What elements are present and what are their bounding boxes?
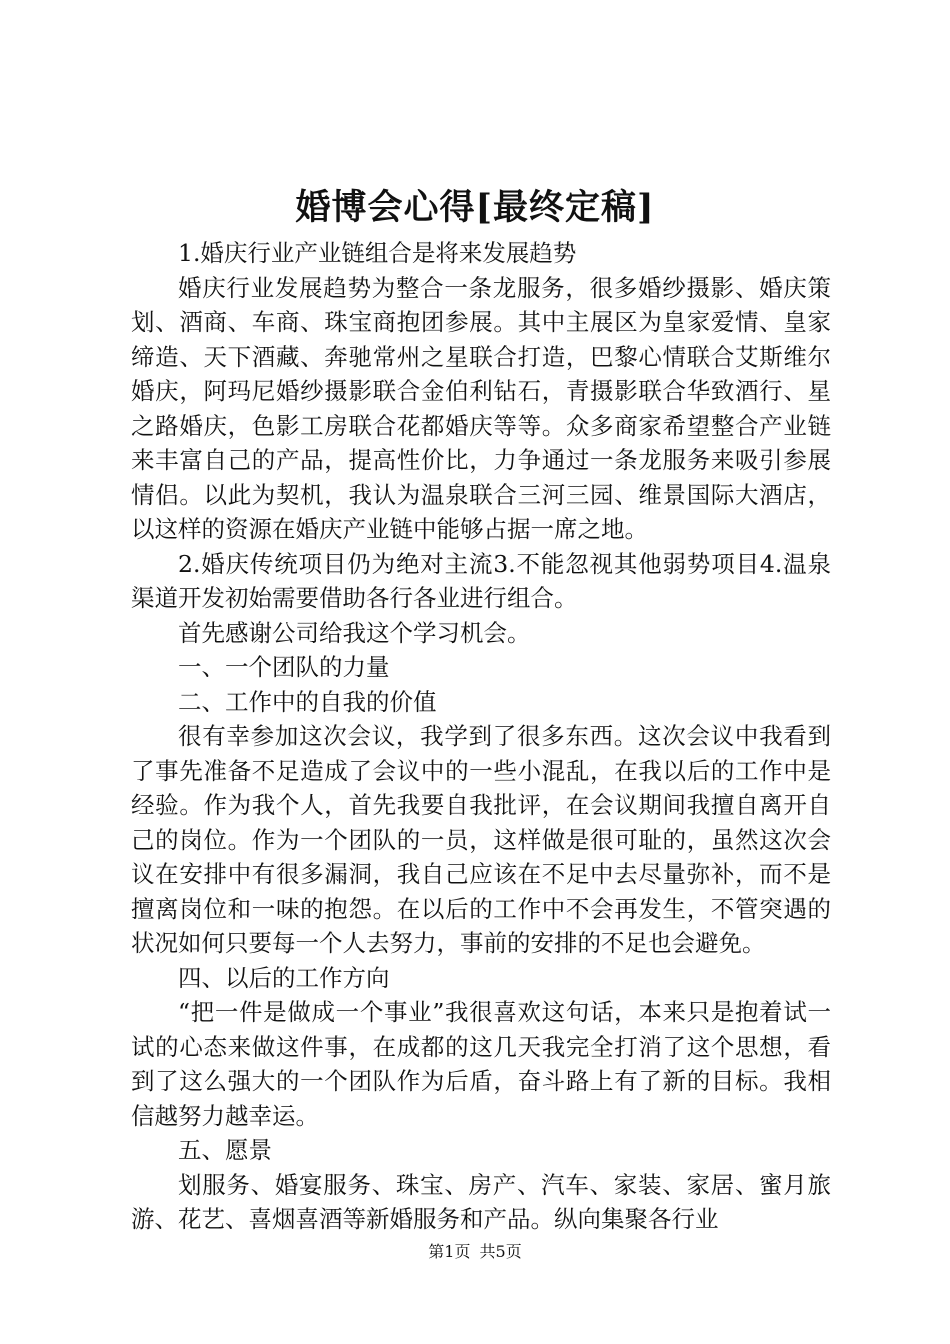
page-number: 第1页 — [428, 1242, 471, 1261]
page-footer — [0, 1242, 950, 1262]
paragraph-5: 很有幸参加这次会议，我学到了很多东西。这次会议中我看到了事先准备不足造成了会议中的一些小混乱，在我以后的工作中是经验。作为我个人，首先我要自我批评，在会议期间我擅自离开自己的岗位。作为一个团队的一员，这样做是很可耻的，虽然这次会议在安排中有很多漏洞，我自己应该在不足中去尽量弥补，而不是擅离岗位和一味的抱怨。在以后的工作中不会再发生，不管突遇的状况如何只要每一个人去努力，事前的安排的不足也会避免。 — [131, 722, 831, 957]
section-heading-4: 四、以后的工作方向 — [178, 963, 390, 992]
document-body — [131, 236, 831, 1237]
paragraph-6: “把一件是做成一个事业”我很喜欢这句话，本来只是抱着试一试的心态来做这件事，在成都的这几天我完全打消了这个思想，看到了这么强大的一个团队作为后盾，奋斗路上有了新的目标。我相信越努力越幸运。 — [131, 998, 831, 1130]
paragraph-3: 2.婚庆传统项目仍为绝对主流3.不能忽视其他弱势项目4.温泉渠道开发初始需要借助各行各业进行组合。 — [131, 549, 831, 612]
page-total: 共5页 — [479, 1242, 522, 1261]
section-heading-1: 一、一个团队的力量 — [178, 653, 390, 681]
section-heading-5: 五、愿景 — [178, 1136, 272, 1164]
document-title: 婚博会心得[最终定稿] — [295, 187, 655, 228]
paragraph-1: 1.婚庆行业产业链组合是将来发展趋势 — [178, 239, 577, 267]
paragraph-7: 划服务、婚宴服务、珠宝、房产、汽车、家装、家居、蜜月旅游、花艺、喜烟喜酒等新婚服务和产品。纵向集聚各行业 — [131, 1170, 831, 1233]
paragraph-2: 婚庆行业发展趋势为整合一条龙服务，很多婚纱摄影、婚庆策划、酒商、车商、珠宝商抱团参展。其中主展区为皇家爱情、皇家缔造、天下酒藏、奔驰常州之星联合打造，巴黎心情联合艾斯维尔婚庆，阿玛尼婚纱摄影联合金伯利钻石，青摄影联合华致酒行、星之路婚庆，色影工房联合花都婚庆等等。众多商家希望整合产业链来丰富自己的产品，提高性价比，力争通过一条龙服务来吸引参展情侣。以此为契机，我认为温泉联合三河三园、维景国际大酒店，以这样的资源在婚庆产业链中能够占据一席之地。 — [131, 273, 831, 543]
section-heading-2: 二、工作中的自我的价值 — [178, 687, 437, 716]
paragraph-4: 首先感谢公司给我这个学习机会。 — [178, 618, 531, 647]
